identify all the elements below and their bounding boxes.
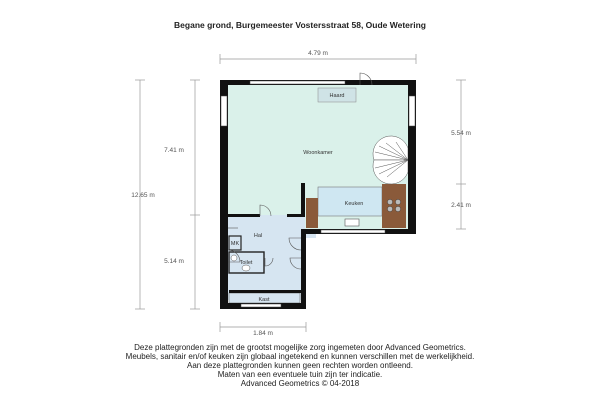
spiral-staircase (373, 136, 408, 184)
dim-left-upper: 7.41 m (164, 147, 184, 154)
dim-bottom-width: 1.84 m (253, 330, 273, 337)
room-label-toilet: Toilet (239, 260, 253, 266)
interior-wall-hall-right (287, 214, 305, 217)
dim-right-lower: 2.41 m (451, 202, 471, 209)
disclaimer-line: Aan deze plattegronden kunnen geen rechten worden ontleend. (187, 361, 413, 370)
disclaimer-line: Meubels, sanitair en/of keuken zijn globaal ingetekend en kunnen verschillen met de werkelijkheid. (125, 352, 475, 361)
kitchen-sink (345, 219, 359, 226)
room-label-keuken: Keuken (344, 201, 364, 207)
disclaimer-line: Advanced Geometrics © 04-2018 (240, 379, 360, 388)
dim-top-width: 4.79 m (308, 50, 328, 57)
dim-left-lower: 5.14 m (164, 258, 184, 265)
disclaimer (60, 343, 540, 388)
room-label-mk: MK (230, 241, 240, 247)
dim-right-upper: 5.54 m (451, 130, 471, 137)
washbasin-icon (231, 255, 237, 261)
disclaimer-line: Deze plattegronden zijn met de grootst mogelijke zorg ingemeten door Advanced Geometrics. (134, 343, 466, 352)
room-label-woonkamer: Woonkamer (303, 150, 333, 156)
room-label-haard: Haard (329, 93, 345, 99)
disclaimer-line: Maten van een eventuele tuin zijn ter indicatie. (217, 370, 383, 379)
interior-wall-hall (228, 214, 260, 217)
interior-wall-cabinet (229, 290, 301, 293)
plan-title: Begane grond, Burgemeester Vostersstraat 58, Oude Wetering (174, 20, 426, 30)
kitchen-left-cabinet (306, 198, 318, 228)
room-label-hal: Hal (253, 233, 263, 239)
room-label-kast: Kast (258, 297, 270, 303)
dim-left-total: 12.65 m (131, 192, 155, 199)
kitchen-right-cabinet (382, 184, 406, 228)
